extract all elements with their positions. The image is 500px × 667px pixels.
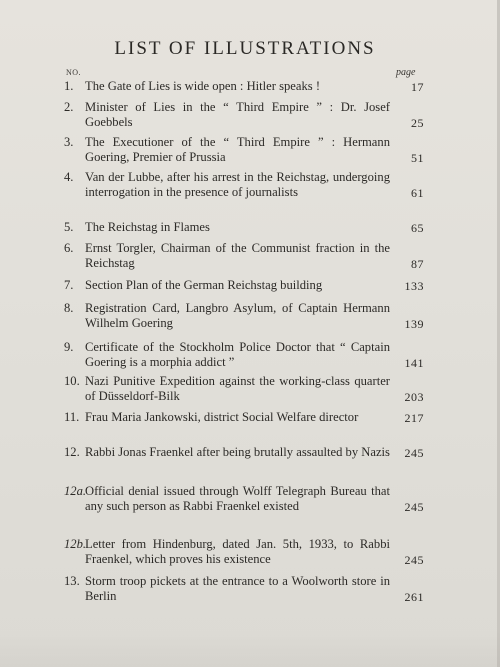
list-item [64, 241, 424, 271]
list-item [64, 484, 424, 514]
item-page: 245 [404, 553, 424, 567]
list-item [64, 135, 424, 165]
item-title: The Gate of Lies is wide open : Hitler speaks ! [85, 79, 321, 93]
item-number: 12a. [64, 484, 87, 498]
item-page: 139 [404, 317, 424, 331]
item-number: 12b. [64, 537, 87, 551]
item-title: Nazi Punitive Expedition against the working-class quarter of Düsseldorf-Bilk [85, 374, 390, 403]
list-item [64, 537, 424, 567]
item-title: Storm troop pickets at the entrance to a Woolworth store in Berlin [85, 574, 390, 603]
item-number: 13. [64, 574, 80, 588]
item-number: 10. [64, 374, 80, 388]
item-page: 51 [411, 151, 424, 165]
item-page: 203 [404, 390, 424, 404]
item-number: 3. [64, 135, 74, 149]
list-item [64, 79, 424, 94]
item-title: Certificate of the Stockholm Police Doctor that “ Captain Goering is a morphia addict ” [85, 340, 390, 369]
item-page: 61 [411, 186, 424, 200]
item-page: 65 [411, 221, 424, 235]
item-title: Ernst Torgler, Chairman of the Communist fraction in the Reichstag [85, 241, 390, 270]
list-item [64, 445, 424, 460]
item-page: 261 [404, 590, 424, 604]
column-header-page: page [396, 67, 416, 78]
item-title: Letter from Hindenburg, dated Jan. 5th, 1933, to Rabbi Fraenkel, which proves his existence [85, 537, 390, 566]
list-item [64, 170, 424, 200]
item-number: 8. [64, 301, 74, 315]
list-item [64, 278, 424, 293]
item-page: 133 [404, 279, 424, 293]
item-number: 7. [64, 278, 74, 292]
column-header-number: NO. [66, 68, 82, 77]
list-item [64, 374, 424, 404]
item-number: 1. [64, 79, 74, 93]
item-title: Registration Card, Langbro Asylum, of Captain Hermann Wilhelm Goering [85, 301, 390, 330]
list-item [64, 220, 424, 235]
page-title: LIST OF ILLUSTRATIONS [114, 38, 376, 59]
item-number: 11. [64, 410, 80, 424]
item-page: 245 [404, 500, 424, 514]
item-number: 9. [64, 340, 74, 354]
item-page: 25 [411, 116, 424, 130]
page-shadow [0, 630, 500, 667]
item-title: Official denial issued through Wolff Telegraph Bureau that any such person as Rabbi Fraenkel existed [85, 484, 390, 513]
item-number: 4. [64, 170, 74, 184]
item-page: 87 [411, 257, 424, 271]
item-number: 5. [64, 220, 74, 234]
list-item [64, 100, 424, 130]
item-title: The Reichstag in Flames [85, 220, 210, 234]
item-title: The Executioner of the “ Third Empire ” : Hermann Goering, Premier of Prussia [85, 135, 390, 164]
list-item [64, 574, 424, 604]
item-title: Minister of Lies in the “ Third Empire ” : Dr. Josef Goebbels [85, 100, 390, 129]
item-number: 6. [64, 241, 74, 255]
item-page: 245 [404, 446, 424, 460]
list-item [64, 410, 424, 425]
item-number: 2. [64, 100, 74, 114]
item-page: 17 [411, 80, 424, 94]
item-number: 12. [64, 445, 80, 459]
item-title: Rabbi Jonas Fraenkel after being brutally assaulted by Nazis [85, 445, 390, 459]
item-title: Van der Lubbe, after his arrest in the Reichstag, undergoing interrogation in the presence of journalists [85, 170, 390, 199]
item-title: Frau Maria Jankowski, district Social Welfare director [85, 410, 359, 424]
item-page: 217 [404, 411, 424, 425]
item-page: 141 [404, 356, 424, 370]
item-title: Section Plan of the German Reichstag building [85, 278, 323, 292]
list-item [64, 301, 424, 331]
list-item [64, 340, 424, 370]
